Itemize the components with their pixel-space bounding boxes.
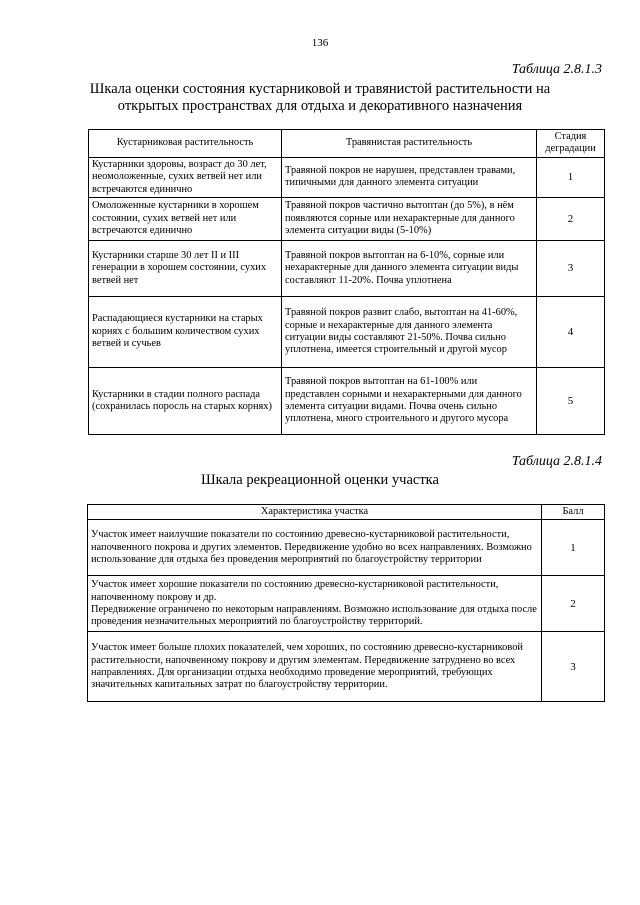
grass-cell: Травяной покров вытоптан на 6-10%, сорные или нехарактерные для данного элемента ситуации виды составляют 11-20%. Почва уплотнена bbox=[282, 241, 537, 297]
table1-title bbox=[60, 81, 580, 115]
table-row bbox=[89, 368, 605, 435]
table1-title-line1: Шкала оценки состояния кустарниковой и травянистой растительности на bbox=[89, 81, 551, 97]
characteristic-cell bbox=[88, 576, 542, 632]
characteristic-text: Участок имеет хорошие показатели по состоянию древесно-кустарниковой растительности, напочвенному покрову и др. bbox=[91, 579, 499, 603]
shrubs-cell: Кустарники здоровы, возраст до 30 лет, неомоложенные, сухих ветвей нет или встречаются единично bbox=[89, 157, 282, 197]
header-score: Балл bbox=[542, 505, 605, 520]
score-cell: 1 bbox=[542, 520, 605, 576]
table-row bbox=[89, 241, 605, 297]
characteristic-cell: Участок имеет больше плохих показателей, чем хороших, по состоянию древесно-кустарниковой растительности, напочвенному покрову и другим элементам. Передвижение затруднено во всех направлениях. Для организации отдыха необходимо проведение мероприятий, требующих значительных капитальных затрат по благоустройству территории. bbox=[88, 632, 542, 702]
characteristic-cell: Участок имеет наилучшие показатели по состоянию древесно-кустарниковой растительности, напочвенного покрова и других элементов. Передвижение удобно во всех направлениях. Возможно использование для отдыха без проведения мероприятий по благоустройству территории bbox=[88, 520, 542, 576]
grass-cell: Травяной покров развит слабо, вытоптан на 41-60%, сорные и нехарактерные для данного элемента ситуации виды составляют 21-50%. Почва сильно уплотнена, имеется строительный и другой мусор bbox=[282, 297, 537, 368]
grass-cell: Травяной покров вытоптан на 61-100% или представлен сорными и нехарактерными для данного элемента ситуации видами. Почва очень сильно уплотнена, много строительного и другого мусора bbox=[282, 368, 537, 435]
stage-cell: 2 bbox=[537, 198, 605, 241]
table-caption-2-8-1-4: Таблица 2.8.1.4 bbox=[511, 454, 602, 469]
table-row bbox=[89, 297, 605, 368]
stage-cell: 4 bbox=[537, 297, 605, 368]
score-cell: 3 bbox=[542, 632, 605, 702]
grass-cell: Травяной покров частично вытоптан (до 5%), в нём появляются сорные или нехарактерные для данного элемента ситуации виды (5-10%) bbox=[282, 198, 537, 241]
table-row bbox=[88, 520, 605, 576]
grass-cell: Травяной покров не нарушен, представлен травами, типичными для данного элемента ситуации bbox=[282, 157, 537, 197]
shrubs-cell: Кустарники старше 30 лет II и III генерации в хорошем состоянии, сухих ветвей нет bbox=[89, 241, 282, 297]
header-shrubs: Кустарниковая растительность bbox=[89, 130, 282, 158]
stage-cell: 5 bbox=[537, 368, 605, 435]
degradation-scale-table bbox=[88, 129, 605, 435]
table-header-row bbox=[89, 130, 605, 158]
table-row bbox=[89, 157, 605, 197]
table-row bbox=[88, 576, 605, 632]
table-row bbox=[88, 632, 605, 702]
header-characteristic: Характеристика участка bbox=[88, 505, 542, 520]
table-header-row bbox=[88, 505, 605, 520]
stage-cell: 1 bbox=[537, 157, 605, 197]
header-grass: Травянистая растительность bbox=[282, 130, 537, 158]
shrubs-cell: Распадающиеся кустарники на старых корнях с большим количеством сухих ветвей и сучьев bbox=[89, 297, 282, 368]
score-cell: 2 bbox=[542, 576, 605, 632]
recreation-score-table bbox=[87, 504, 605, 702]
shrubs-cell: Кустарники в стадии полного распада (сохранилась поросль на старых корнях) bbox=[89, 368, 282, 435]
characteristic-text: Передвижение ограничено по некоторым направлениям. Возможно использование для отдыха после проведения незначительных мероприятий по благоустройству территорий. bbox=[91, 603, 537, 628]
table1-title-line2: открытых пространствах для отдыха и декоративного назначения bbox=[117, 98, 523, 114]
shrubs-cell: Омоложенные кустарники в хорошем состоянии, сухих ветвей нет или встречаются единично bbox=[89, 198, 282, 241]
table-row bbox=[89, 198, 605, 241]
stage-cell: 3 bbox=[537, 241, 605, 297]
page-number: 136 bbox=[311, 37, 329, 49]
table-caption-2-8-1-3: Таблица 2.8.1.3 bbox=[511, 62, 602, 77]
header-stage: Стадия деградации bbox=[537, 130, 605, 158]
table2-title: Шкала рекреационной оценки участка bbox=[201, 472, 439, 488]
